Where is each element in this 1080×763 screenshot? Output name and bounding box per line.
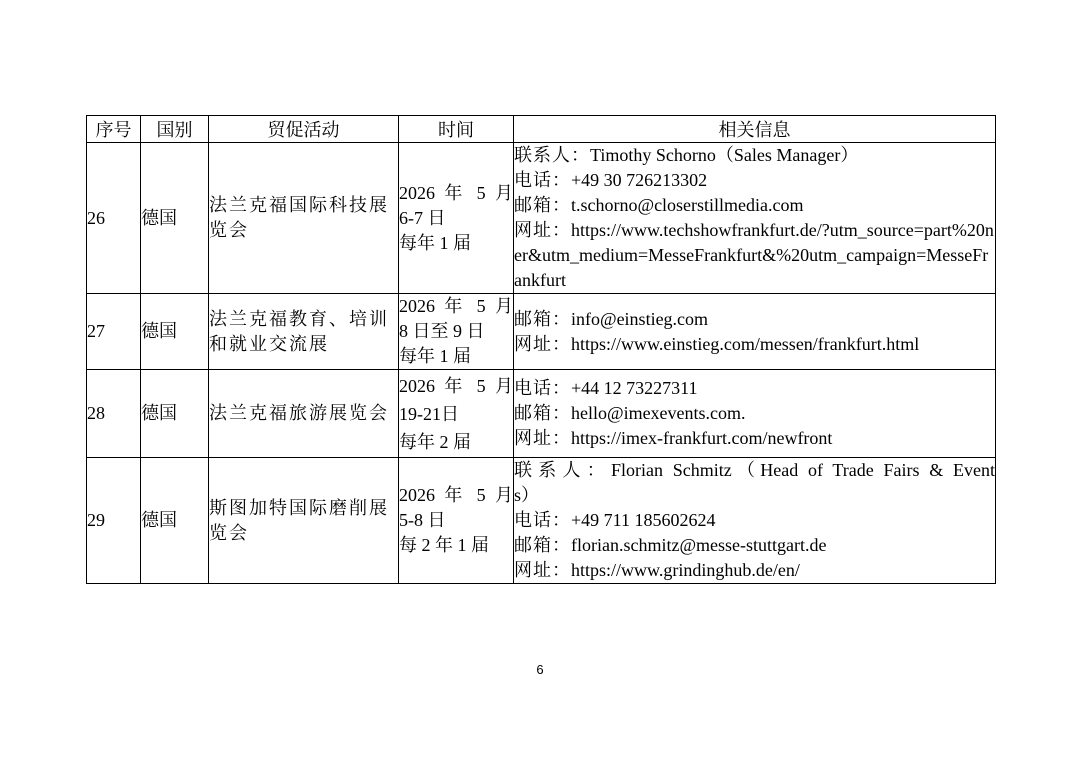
row-number: 27 [87, 294, 141, 370]
phone-label: 电话： [514, 378, 571, 398]
time-date: 2026 年 5 月 [399, 485, 513, 505]
row-country: 德国 [141, 458, 209, 584]
row-info [514, 294, 996, 370]
web-link[interactable]: https://imex-frankfurt.com/newfront [571, 428, 833, 448]
row-time [399, 458, 514, 584]
row-event: 法兰克福教育、培训和就业交流展 [209, 294, 399, 370]
phone-number: +49 711 185602624 [571, 510, 716, 530]
email-link[interactable]: hello@imexevents.com. [571, 403, 746, 423]
row-time [399, 370, 514, 458]
email-label: 邮箱： [514, 535, 571, 555]
web-link[interactable]: https://www.grindinghub.de/en/ [571, 560, 800, 580]
email-label: 邮箱： [514, 195, 571, 215]
row-info [514, 370, 996, 458]
time-date: 2026 年 5 月 [399, 375, 513, 396]
time-date: 2026 年 5 月 [399, 296, 513, 316]
table-row [87, 143, 996, 294]
email-label: 邮箱： [514, 403, 571, 423]
email-link[interactable]: info@einstieg.com [571, 308, 709, 329]
web-label: 网址： [514, 220, 571, 240]
phone-number: +49 30 726213302 [571, 170, 708, 190]
time-days: 6-7 日 [399, 207, 446, 228]
time-days: 8 日至 9 日 [399, 321, 485, 341]
contact-person: Timothy Schorno（Sales Manager） [590, 145, 859, 165]
row-country: 德国 [141, 143, 209, 294]
phone-label: 电话： [514, 510, 571, 530]
phone-number: +44 12 73227311 [571, 378, 698, 398]
header-country: 国别 [141, 116, 209, 143]
web-link[interactable]: https://www.techshowfrankfurt.de/?utm_source=part%20ner&utm_medium=MesseFrankfurt&%20utm_campaign=MesseFrankfurt [514, 220, 994, 290]
phone-label: 电话： [514, 170, 571, 190]
web-label: 网址： [514, 333, 571, 354]
row-number: 29 [87, 458, 141, 584]
web-link[interactable]: https://www.einstieg.com/messen/frankfurt.html [571, 333, 920, 354]
time-frequency: 每 2 年 1 届 [399, 535, 489, 555]
header-event: 贸促活动 [209, 116, 399, 143]
contact-label: 联系人： [514, 460, 612, 480]
table-row [87, 370, 996, 458]
header-no: 序号 [87, 116, 141, 143]
row-event: 法兰克福旅游展览会 [209, 370, 399, 458]
table-header-row [87, 116, 996, 143]
trade-events-table [86, 115, 996, 584]
time-days: 5-8 日 [399, 510, 446, 530]
header-time: 时间 [399, 116, 514, 143]
row-info [514, 143, 996, 294]
time-date: 2026 年 5 月 [399, 182, 513, 203]
row-time [399, 143, 514, 294]
header-info: 相关信息 [514, 116, 996, 143]
row-event: 法兰克福国际科技展览会 [209, 143, 399, 294]
email-link[interactable]: t.schorno@closerstillmedia.com [571, 195, 804, 215]
web-label: 网址： [514, 428, 571, 448]
row-country: 德国 [141, 370, 209, 458]
page-number: 6 [536, 662, 544, 677]
time-frequency: 每年 1 届 [399, 232, 471, 253]
email-label: 邮箱： [514, 308, 571, 329]
row-info [514, 458, 996, 584]
row-event: 斯图加特国际磨削展览会 [209, 458, 399, 584]
time-frequency: 每年 1 届 [399, 346, 471, 366]
row-time [399, 294, 514, 370]
web-label: 网址： [514, 560, 571, 580]
contact-label: 联系人： [514, 145, 590, 165]
table-row [87, 458, 996, 584]
table-row [87, 294, 996, 370]
row-number: 28 [87, 370, 141, 458]
time-frequency: 每年 2 届 [399, 431, 471, 452]
contact-person-continued: s） [514, 485, 540, 505]
contact-person: Florian Schmitz（Head of Trade Fairs & Event [611, 460, 995, 480]
row-number: 26 [87, 143, 141, 294]
time-days: 19-21日 [399, 403, 459, 424]
email-link[interactable]: florian.schmitz@messe-stuttgart.de [571, 535, 827, 555]
row-country: 德国 [141, 294, 209, 370]
